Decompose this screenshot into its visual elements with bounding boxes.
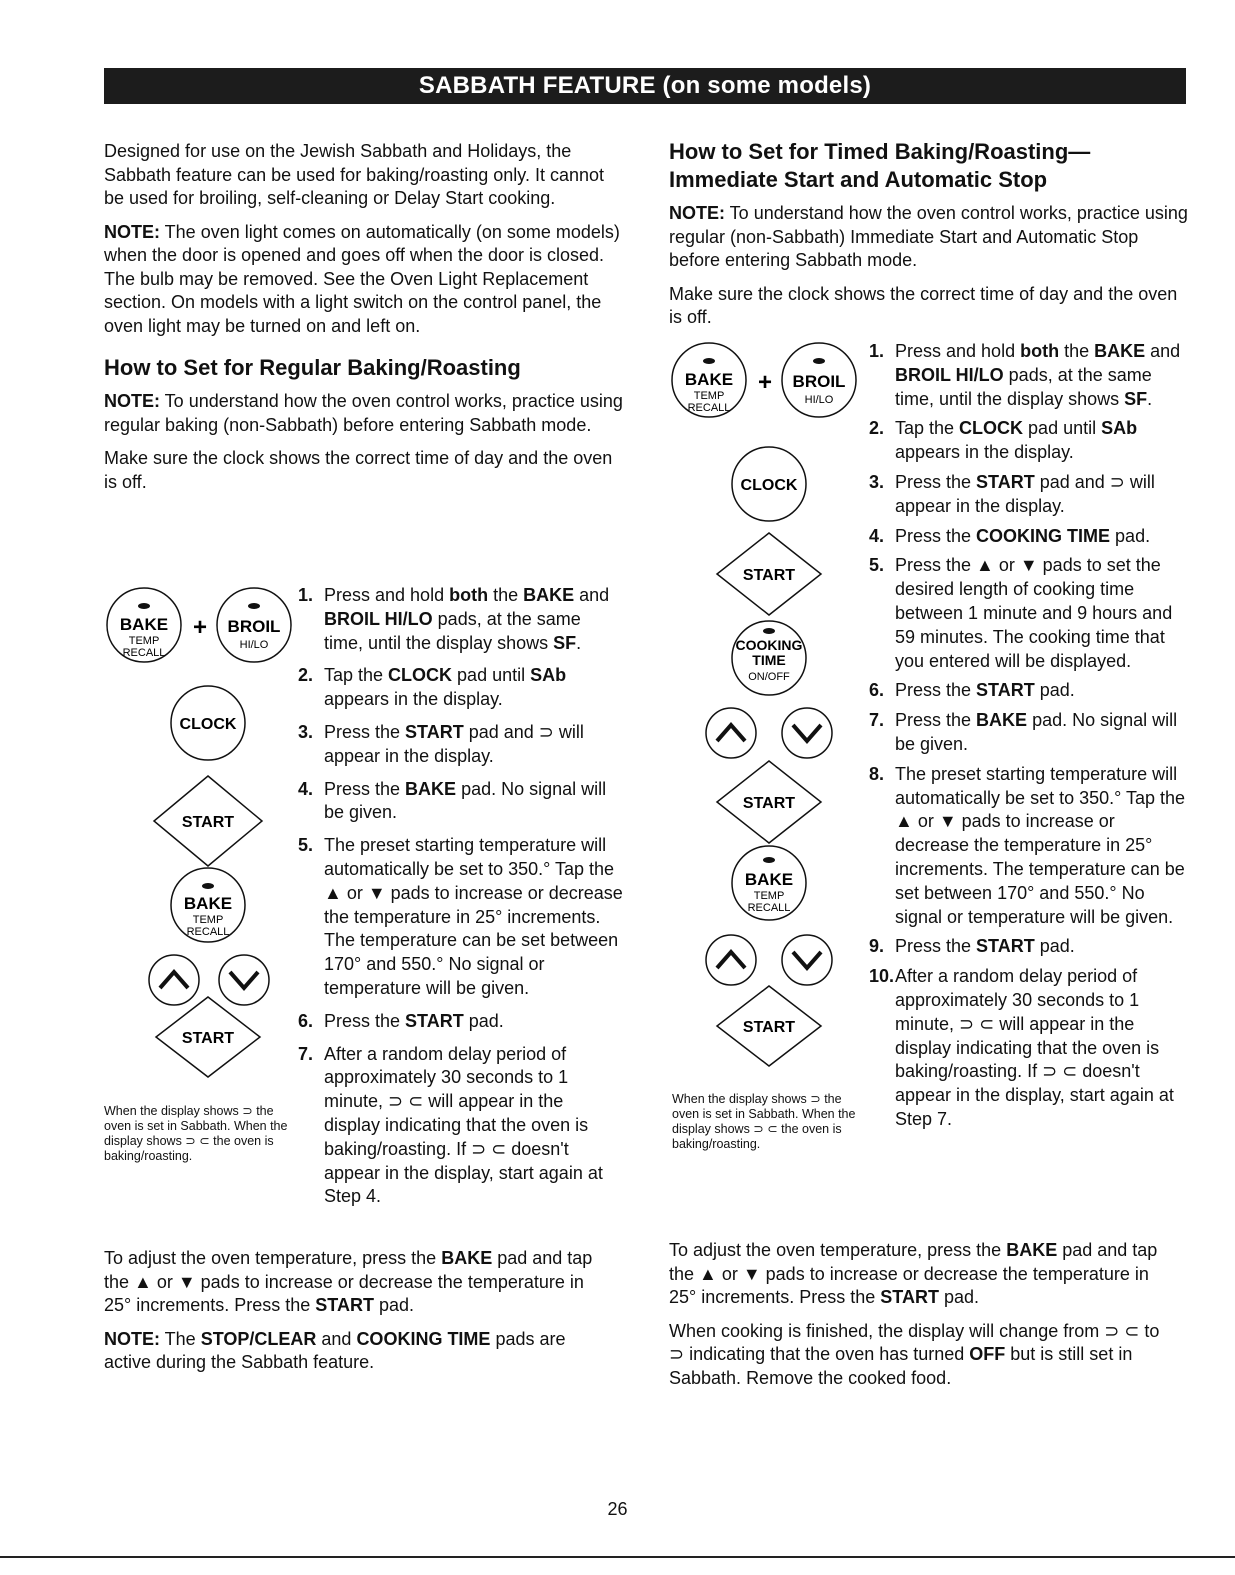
- adjust-paragraph: To adjust the oven temperature, press the BAKE pad and tap the ▲ or ▼ pads to increase or decrease the temperature in 25° increments. Press the START pad.: [669, 1240, 1158, 1307]
- step-4: 4. Press the BAKE pad. No signal will be given.: [298, 778, 607, 823]
- start-pad-icon: [717, 761, 821, 843]
- step-3: 3. Press the START pad and ⊃ will appear in the display.: [298, 721, 584, 766]
- step-3: 3. Press the START pad and ⊃ will appear in the display.: [869, 471, 1155, 516]
- svg-text:START: START: [181, 1030, 235, 1047]
- svg-text:TIME: TIME: [752, 652, 786, 668]
- svg-text:BAKE: BAKE: [684, 370, 734, 389]
- oven-light-note: NOTE: The oven light comes on automatically (on some models) when the door is opened and goes off when the door is closed. The bulb may be removed. See the Oven Light Replacement section. On models with a light switch on the control panel, the oven light may be turned on and left on.: [104, 221, 620, 336]
- make-sure-paragraph: Make sure the clock shows the correct time of day and the oven is off.: [104, 448, 613, 492]
- left-caption: When the display shows ⊃ the oven is set in Sabbath. When the display shows ⊃ ⊂ the oven is baking/roasting.: [104, 1104, 288, 1163]
- broil-pad-icon: [217, 588, 291, 662]
- svg-text:BROIL: BROIL: [227, 617, 281, 636]
- svg-text:ON/OFF: ON/OFF: [748, 671, 790, 683]
- step-5: 5. The preset starting temperature will automatically be set to 350.° Tap the ▲ or ▼ pads to increase or decrease the temperature in 25° increments. The temperature can be set between 170° and 550.° No signal or temperature will be given.: [298, 835, 623, 998]
- timed-note: NOTE: To understand how the oven control works, practice using regular (non-Sabbath) Immediate Start and Automatic Stop before entering Sabbath mode.: [669, 203, 1188, 270]
- svg-text:TEMP: TEMP: [192, 914, 224, 926]
- left-bottom: [104, 1247, 604, 1385]
- broil-pad-icon: [782, 343, 856, 417]
- bottom-rule: [0, 1556, 1235, 1558]
- up-arrow-pad-icon: [706, 935, 756, 985]
- regular-baking-heading: How to Set for Regular Baking/Roasting: [104, 355, 521, 380]
- right-steps: [869, 340, 1187, 1132]
- svg-text:TEMP: TEMP: [128, 635, 160, 647]
- start-pad-icon: [717, 986, 821, 1066]
- timed-baking-heading: How to Set for Timed Baking/Roasting— Immediate Start and Automatic Stop: [669, 139, 1091, 192]
- left-steps: [298, 584, 623, 1209]
- adjust-paragraph: To adjust the oven temperature, press the BAKE pad and tap the ▲ or ▼ pads to increase or decrease the temperature in 25° increments. Press the START pad.: [104, 1248, 593, 1315]
- svg-text:BROIL: BROIL: [792, 372, 846, 391]
- plus-sign: +: [192, 614, 208, 641]
- left-column: [104, 140, 624, 504]
- bake-pad-icon: [171, 868, 245, 942]
- clock-pad-icon: [732, 447, 806, 521]
- right-start-pad-3: [669, 984, 869, 1074]
- down-arrow-pad-icon: [782, 935, 832, 985]
- step-7: 7. After a random delay period of approximately 30 seconds to 1 minute, ⊃ ⊂ will appear in the display indicating that the oven is baking/roasting. If ⊃ ⊂ doesn't appear in the display, start again at Step 4.: [298, 1043, 603, 1207]
- svg-text:RECALL: RECALL: [687, 402, 731, 414]
- finished-paragraph: When cooking is finished, the display will change from ⊃ ⊂ to ⊃ indicating that the oven has turned OFF but is still set in Sabbath. Remove the cooked food.: [669, 1320, 1160, 1388]
- step-1: 1. Press and hold both the BAKE and BROIL HI/LO pads, at the same time, until the display shows SF.: [869, 341, 1181, 409]
- svg-text:CLOCK: CLOCK: [740, 477, 798, 494]
- up-arrow-pad-icon: [706, 708, 756, 758]
- step-8: 8. The preset starting temperature will automatically be set to 350.° Tap the ▲ or ▼ pads to increase or decrease the temperature in 25° increments. The temperature can be set between 170° and 550.° No signal or temperature will be given.: [869, 763, 1186, 927]
- right-caption: When the display shows ⊃ the oven is set in Sabbath. When the display shows ⊃ ⊂ the oven is baking/roasting.: [672, 1092, 856, 1151]
- intro-paragraph: Designed for use on the Jewish Sabbath and Holidays, the Sabbath feature can be used for baking/roasting only. It cannot be used for broiling, self-cleaning or Delay Start cooking.: [104, 141, 605, 208]
- step-9: 9. Press the START pad.: [869, 936, 1075, 957]
- bake-pad-icon: [672, 343, 746, 417]
- right-column: [669, 138, 1189, 340]
- plus-sign: +: [757, 369, 773, 396]
- left-start-pad-2: [104, 995, 304, 1095]
- step-6: 6. Press the START pad.: [298, 1010, 504, 1031]
- cooking-time-pad-icon: [732, 621, 806, 695]
- svg-text:TEMP: TEMP: [753, 890, 785, 902]
- bake-pad-icon: [107, 588, 181, 662]
- start-pad-icon: [717, 533, 821, 615]
- start-pad-icon: [156, 997, 260, 1077]
- start-pad-icon: [154, 776, 262, 866]
- step-6: 6. Press the START pad.: [869, 680, 1075, 701]
- page-title-banner: SABBATH FEATURE (on some models): [104, 68, 1186, 104]
- svg-text:RECALL: RECALL: [186, 926, 230, 938]
- svg-text:START: START: [181, 814, 235, 831]
- svg-text:HI/LO: HI/LO: [239, 639, 269, 651]
- active-pads-note: NOTE: The STOP/CLEAR and COOKING TIME pads are active during the Sabbath feature.: [104, 1328, 566, 1372]
- svg-text:RECALL: RECALL: [747, 902, 791, 914]
- svg-text:COOKING: COOKING: [735, 637, 803, 653]
- timed-make-sure: Make sure the clock shows the correct time of day and the oven is off.: [669, 283, 1178, 327]
- svg-text:BAKE: BAKE: [744, 870, 794, 889]
- step-5: 5. Press the ▲ or ▼ pads to set the desired length of cooking time between 1 minute and 9 hours and 59 minutes. The cooking time that you entered will be displayed.: [869, 555, 1173, 671]
- svg-text:START: START: [742, 795, 796, 812]
- regular-note: NOTE: To understand how the oven control works, practice using regular baking (non-Sabbath) before entering Sabbath mode.: [104, 391, 623, 435]
- page-number: 26: [607, 1499, 628, 1519]
- left-pad-diagram: [104, 583, 304, 1063]
- clock-pad-icon: [171, 686, 245, 760]
- svg-text:BAKE: BAKE: [119, 615, 169, 634]
- step-4: 4. Press the COOKING TIME pad.: [869, 525, 1151, 546]
- right-bottom: [669, 1239, 1169, 1400]
- svg-text:TEMP: TEMP: [693, 390, 725, 402]
- svg-text:START: START: [742, 1019, 796, 1036]
- bake-pad-icon: [732, 846, 806, 920]
- step-2: 2. Tap the CLOCK pad until SAb appears in the display.: [869, 418, 1138, 463]
- step-2: 2. Tap the CLOCK pad until SAb appears in the display.: [298, 665, 567, 710]
- svg-text:RECALL: RECALL: [122, 647, 166, 659]
- right-pad-diagram: [669, 338, 869, 1048]
- svg-text:CLOCK: CLOCK: [179, 716, 237, 733]
- down-arrow-pad-icon: [782, 708, 832, 758]
- step-10: 10. After a random delay period of approximately 30 seconds to 1 minute, ⊃ ⊂ will appear in the display indicating that the oven is baking/roasting. If ⊃ ⊂ doesn't appear in the display, start again at Step 7.: [869, 966, 1174, 1129]
- svg-text:BAKE: BAKE: [183, 894, 233, 913]
- svg-text:HI/LO: HI/LO: [804, 394, 834, 406]
- svg-text:START: START: [742, 567, 796, 584]
- step-1: 1. Press and hold both the BAKE and BROIL HI/LO pads, at the same time, until the display shows SF.: [298, 585, 610, 653]
- step-7: 7. Press the BAKE pad. No signal will be given.: [869, 710, 1178, 754]
